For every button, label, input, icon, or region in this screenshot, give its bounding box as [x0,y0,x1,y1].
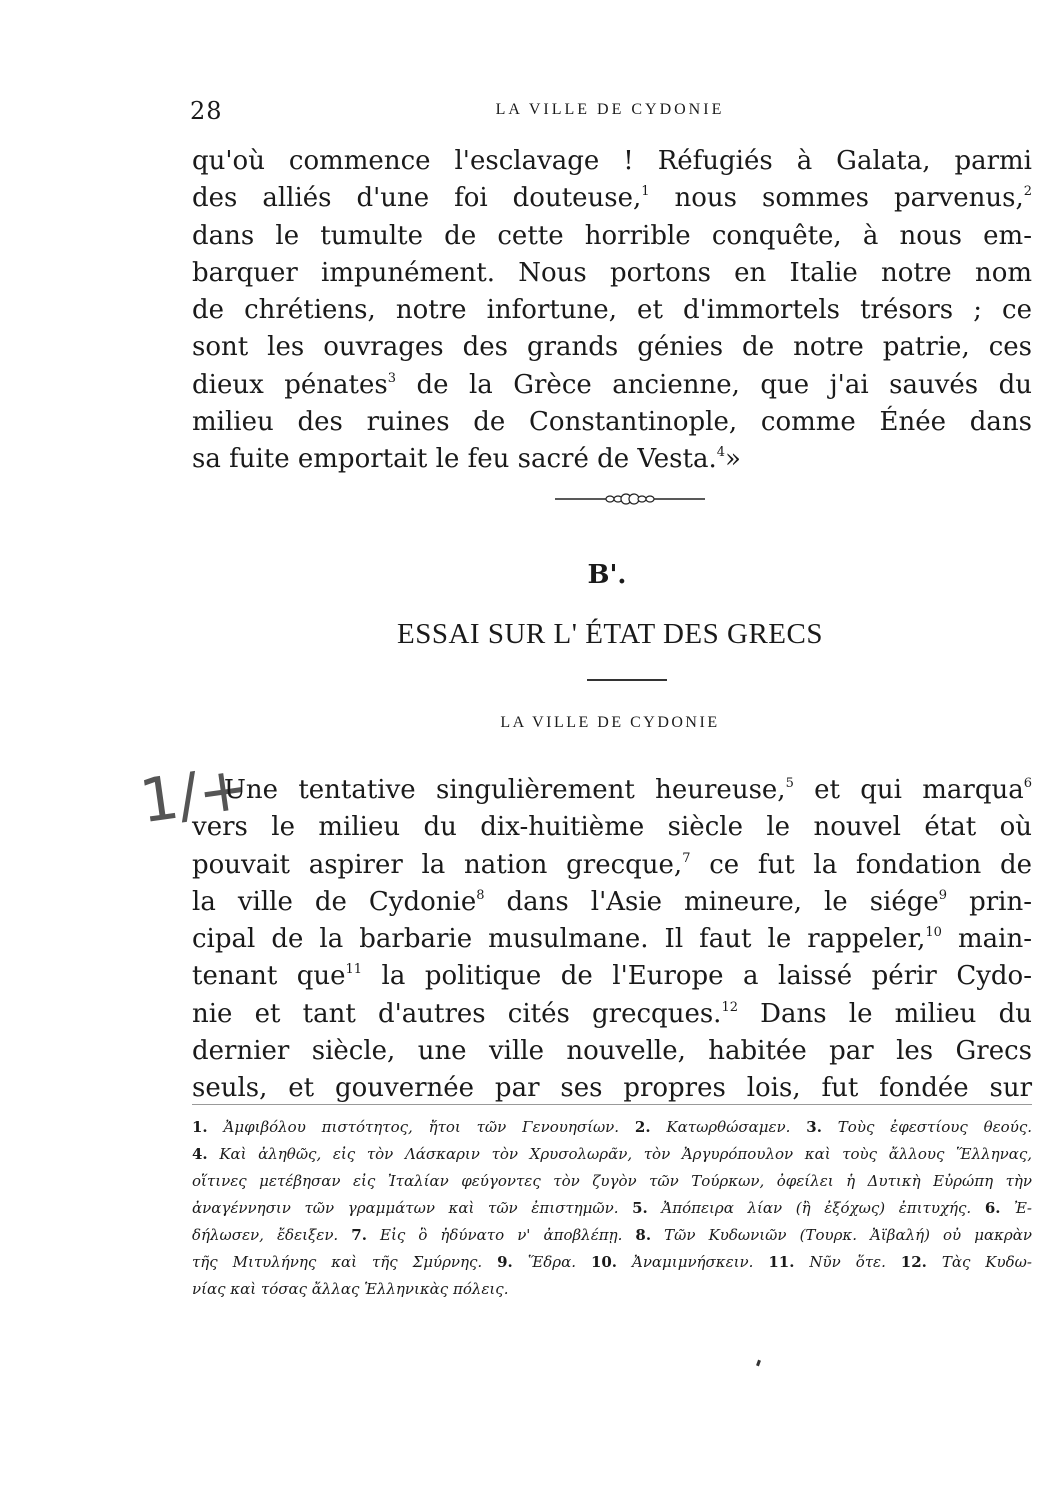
footnote-rule [192,1104,1032,1105]
text-line: vers le milieu du dix-huitième siècle le nouvel état où [192,812,1032,843]
text-line: nie et tant d'autres cités grecques.$^{12}$ Dans le milieu du [192,998,1032,1029]
text-line: seuls, et gouvernée par ses propres lois, fut fondée sur [192,1073,1032,1104]
footnote-line: 1. Ἀμφιβόλου πιστότητος, ἤτοι τῶν Γενουησίων. 2. Κατωρθώσαμεν. 3. Τοὺς ἐφεστίους θεούς. [192,1118,1032,1136]
footnote-line: ἀναγέννησιν τῶν γραμμάτων καὶ τῶν ἐπιστημῶν. 5. Ἀπόπειρα λίαν (ἢ ἐξόχως) ἐπιτυχής. 6. Ἐ- [192,1199,1032,1217]
footnote-ref: 3 [387,370,396,386]
handwritten-margin-note: 1/+ [135,752,254,838]
section-subtitle: LA VILLE DE CYDONIE [500,714,720,731]
body-paragraph [192,772,1032,1108]
footnote-ref: 4 [716,445,726,461]
text-line: dieux pénates$^3$ de la Grèce ancienne, que j'ai sauvés du [192,369,1032,400]
section-title: ESSAI SUR L' ÉTAT DES GRECS [397,618,823,650]
text-line: tenant que$^{11}$ la politique de l'Europe a laissé périr Cydo- [192,961,1032,992]
text-line: milieu des ruines de Constantinople, comme Énée dans [192,407,1032,438]
section-ornament [555,490,705,508]
page-number: 28 [190,97,223,125]
text-line: la ville de Cydonie$^8$ dans l'Asie mineure, le siége$^9$ prin- [192,886,1033,917]
text-line: de chrétiens, notre infortune, et d'immortels trésors ; ce [192,295,1032,326]
text-line: cipal de la barbarie musulmane. Il faut le rappeler,$^{10}$ main- [192,924,1032,955]
footnote-ref: 2 [1023,184,1033,200]
text-line: barquer impunément. Nous portons en Italie notre nom [192,257,1032,288]
text-line: sa fuite emportait le feu sacré de Vesta.$^4$» [192,444,741,475]
running-head [190,97,1030,127]
footnote-line: δήλωσεν, ἔδειξεν. 7. Εἰς ὃ ἠδύνατο ν' ἀποβλέπῃ. 8. Τῶν Κυδωνιῶν (Τουρκ. Ἀϊβαλή) οὐ μακρὰν [192,1226,1032,1244]
ink-speck [756,1360,761,1367]
text-line: dans le tumulte de cette horrible conquête, à nous em- [192,220,1032,251]
footnotes [192,1114,1032,1303]
text-line: pouvait aspirer la nation grecque,$^7$ ce fut la fondation de [192,849,1033,880]
footnote-line: νίας καὶ τόσας ἄλλας Ἑλληνικὰς πόλεις. [192,1280,509,1298]
title-rule [587,679,667,681]
text-line: Une tentative singulièrement heureuse,$^5$ et qui marqua$^6$ [224,775,1032,805]
footnote-ref: 1 [641,184,650,200]
footnote-line: 4. Καὶ ἀληθῶς, εἰς τὸν Λάσκαριν τὸν Χρυσολωρᾶν, τὸν Ἀργυρόπουλον καὶ τοὺς ἄλλους Ἕλληνας, [192,1145,1032,1163]
text-line: sont les ouvrages des grands génies de notre patrie, ces [192,332,1032,363]
section-letter: B'. [587,560,627,590]
running-title: LA VILLE DE CYDONIE [495,101,725,118]
top-paragraph [192,143,1032,479]
footnote-line: οἵτινες μετέβησαν εἰς Ἰταλίαν φεύγοντες τὸν ζυγὸν τῶν Τούρκων, ὀφείλει ἡ Δυτικὴ Εὐρώπη τὴν [192,1172,1032,1190]
footnote-line: τῆς Μιτυλήνης καὶ τῆς Σμύρνης. 9. Ἕδρα. 10. Ἀναμιμνήσκειν. 11. Νῦν ὅτε. 12. Τὰς Κυδω- [192,1253,1032,1271]
text-line: dernier siècle, une ville nouvelle, habitée par les Grecs [192,1036,1032,1067]
text-line: qu'où commence l'esclavage ! Réfugiés à Galata, parmi [192,146,1032,176]
text-line: des alliés d'une foi douteuse,$^1$ nous sommes parvenus,$^2$ [192,183,1033,214]
